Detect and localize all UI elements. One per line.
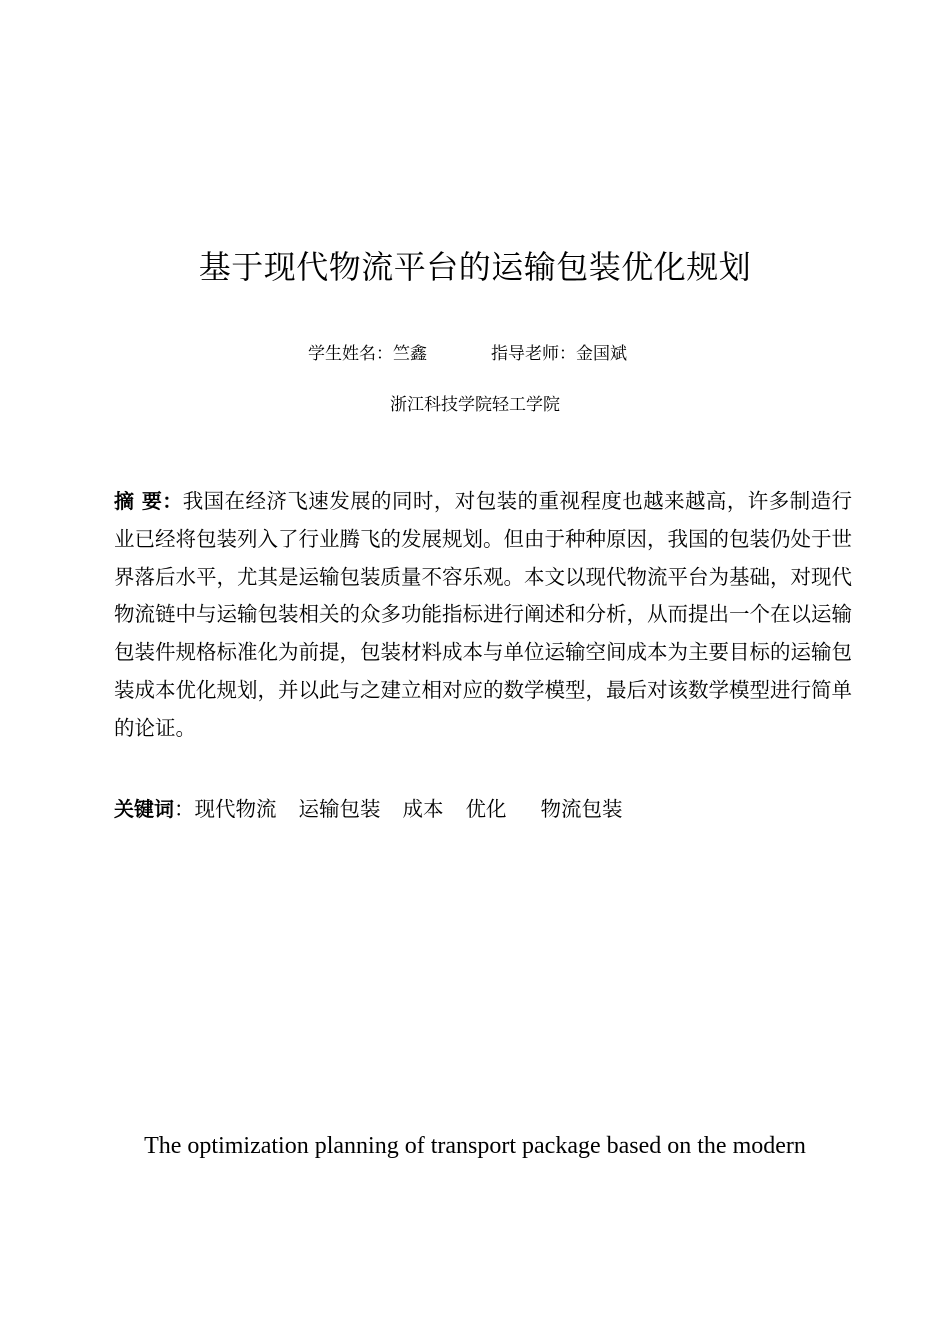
advisor-name: 指导老师：金国斌 xyxy=(491,344,627,364)
keyword: 优化 xyxy=(465,797,507,821)
abstract-text: 我国在经济飞速发展的同时，对包装的重视程度也越来越高，许多制造行业已经将包装列入了行业腾飞的发展规划。但由于种种原因，我国的包装仍处于世界落后水平，尤其是运输包装质量不容乐观。本文以现代物流平台为基础，对现代物流链中与运输包装相关的众多功能指标进行阐述和分析，从而提出一个在以运输包装件规格标准化为前提，包装材料成本与单位运输空间成本为主要目标的运输包装成本优化规划，并以此与之建立相对应的数学模型，最后对该数学模型进行简单的论证。 xyxy=(114,489,852,740)
abstract xyxy=(114,483,852,748)
paper-title: 基于现代物流平台的运输包装优化规划 xyxy=(198,248,752,286)
byline xyxy=(308,342,627,366)
abstract-label: 摘 要： xyxy=(114,489,183,513)
student-name: 学生姓名：竺鑫 xyxy=(308,344,427,364)
keyword: 现代物流 xyxy=(194,797,277,821)
keyword: 成本 xyxy=(402,797,444,821)
keywords xyxy=(114,793,623,825)
affiliation: 浙江科技学院轻工学院 xyxy=(390,395,560,415)
english-title: The optimization planning of transport package based on the modern xyxy=(144,1133,806,1159)
keywords-label: 关键词 xyxy=(114,797,174,821)
keywords-separator: ： xyxy=(174,797,195,821)
keyword: 物流包装 xyxy=(540,797,623,821)
keyword: 运输包装 xyxy=(298,797,381,821)
